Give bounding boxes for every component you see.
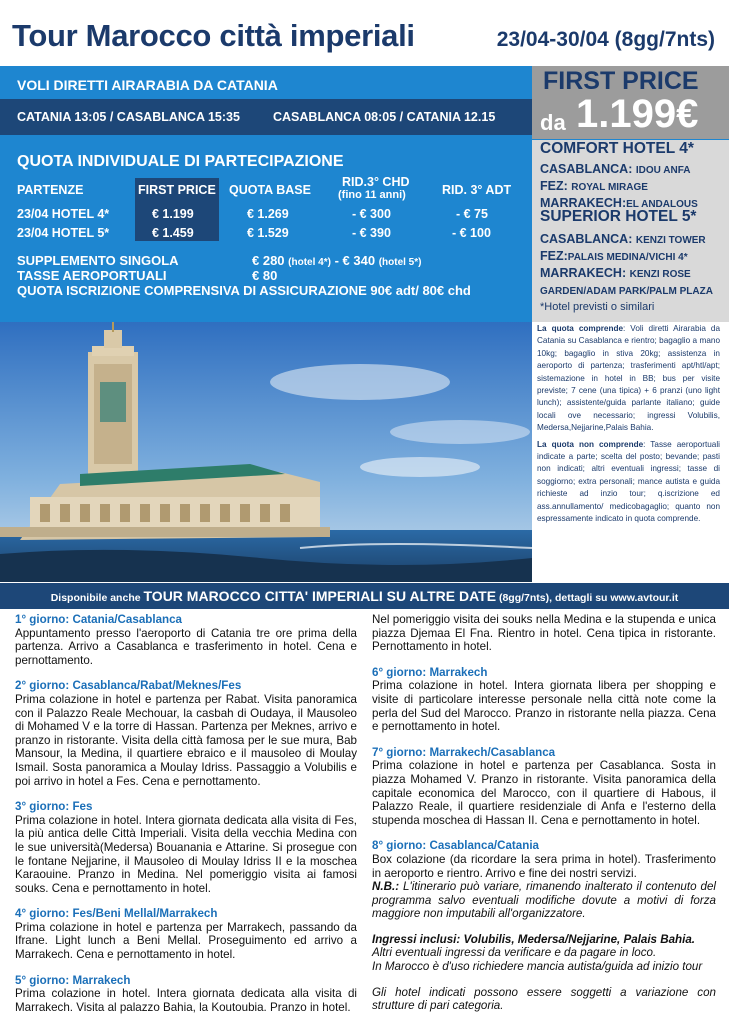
day-1: 1° giorno: Catania/Casablanca Appuntamento presso l'aeroporto di Catania tre ore prima della partenza. Arrivo a Casablanca e trasferimento in hotel. Cena e pernottamento.	[15, 613, 357, 667]
nb-note: N.B.: L'itinerario può variare, rimanendo inalterato il contenuto del programma salvo eventuali modifiche dovute a motivi di forza maggiore non imputabili all'organizzatore.	[372, 880, 716, 921]
first-price-da: da	[540, 110, 566, 135]
hassan-ii-mosque-photo	[0, 322, 532, 582]
row2-partenza: 23/04 HOTEL 5*	[17, 226, 110, 240]
col-header-rid-adt: RID. 3° ADT	[442, 183, 512, 197]
day-8: 8° giorno: Casablanca/Catania Box colazione (da ricordare la sera prima in hotel). Trasferimento in aeroporto e rientro. Arrivo e fine dei nostri servizi.	[372, 839, 716, 880]
extras-list	[17, 253, 471, 298]
col-header-quota-base: QUOTA BASE	[229, 183, 311, 197]
supplemento-singola: SUPPLEMENTO SINGOLA € 280 (hotel 4*) - € 340 (hotel 5*)	[17, 253, 422, 268]
altri-ingressi: Altri eventuali ingressi da verificare e da pagare in loco.	[372, 946, 657, 960]
tasse-aeroportuali: TASSE AEROPORTUALI € 80	[17, 268, 278, 283]
first-price-label: FIRST PRICE	[543, 67, 699, 95]
quota-non-comprende: La quota non comprende: Tasse aeroportuali indicate a parte; scelta del posto; bevande; pasti non indicati; altri eventuali ingressi; tasse di soggiorno; extra personali; mance autista e guida richieste ad inzio tour; q.iscrizione ed ass.annullamento/ medicobagaglio; quanto non espressamente indicato in quota comprende.	[537, 439, 720, 524]
row1-chd: - € 300	[352, 207, 391, 221]
col-header-partenze: PARTENZE	[17, 183, 84, 197]
row2-first: € 1.459	[152, 226, 194, 240]
hotels-note: *Hotel previsti o similari	[540, 301, 655, 313]
day-5: 5° giorno: Marrakech Prima colazione in hotel. Intera giornata dedicata alla visita di Marrakech. Visita al palazzo Bahia, la Koutoubia. Pranzo in hotel.	[15, 973, 357, 1014]
day-5-continued: Nel pomeriggio visita dei souks nella Medina e la stupenda e unica piazza Djemaa El Fna. Rientro in hotel. Cena tipica in ristorante. Pernottamento in hotel.	[372, 613, 716, 654]
superior-hotel-title: SUPERIOR HOTEL 5*	[540, 208, 697, 225]
day-7: 7° giorno: Marrakech/Casablanca Prima colazione in hotel e partenza per Casablanca. Sosta in piazza Mohamed V. Pranzo in ristorante. Visita panoramica della capitale economica del Marocco, con il quartiere di Habous, il Palazzo Reale, il quartiere residenziale di Anfa e l'esterno della stupenda moschea di Hassan II. Cena e pernottamento in hotel.	[372, 745, 716, 827]
day-2: 2° giorno: Casablanca/Rabat/Meknes/Fes Prima colazione in hotel e partenza per Rabat. Visita panoramica con il Palazzo Reale Mechouar, la casbah di Oudaya, il Mausoleo di Mohamed V e la torre di Hassan. Partenza per Meknes, arrivo e pranzo in ristorante. Visita della città famosa per le sue mura, Bab Mansour, la Medina, il quartiere ebraico e il mausoleo di Moulay Ismail. Sosta panoramica a Moulay Idriss. Passaggio a Volubilis e poi arrivo in hotel a Fes. Cena e pernottamento.	[15, 679, 357, 788]
ingressi-inclusi: Ingressi inclusi: Volubilis, Medersa/Nejjarine, Palais Bahia.	[372, 932, 696, 946]
day-3: 3° giorno: Fes Prima colazione in hotel. Intera giornata dedicata alla visita di Fes, la più antica delle Città Imperiali. Visita della vecchia Medina con le sue università(Medersa) Bouanania e Attarine. Si prosegue con le fontane Nejjarine, il Mausoleo di Moulay Idriss II e la moschea Karaouine. Pranzo in Medina. Nel pomeriggio visita ai famosi souks. Cena e pernottamento in hotel.	[15, 800, 357, 895]
mancia-note: In Marocco è d'uso richiedere mancia autista/guida ad inizio tour	[372, 960, 703, 974]
mosque-image	[0, 322, 532, 582]
quota-title: QUOTA INDIVIDUALE DI PARTECIPAZIONE	[17, 153, 344, 170]
other-dates-banner: Disponibile anche TOUR MAROCCO CITTA' IMPERIALI SU ALTRE DATE (8gg/7nts), dettagli su www.avtour.it	[0, 583, 729, 609]
return-flight: CASABLANCA 08:05 / CATANIA 12.15	[273, 110, 496, 124]
header	[0, 0, 729, 66]
comfort-fez: FEZ: ROYAL MIRAGE	[540, 179, 648, 193]
comfort-marrakech: MARRAKECH:EL ANDALOUS	[540, 196, 698, 210]
flight-times-bar	[0, 99, 532, 135]
comfort-hotel-title: COMFORT HOTEL 4*	[540, 140, 694, 157]
first-price-amount: 1.199€	[576, 92, 699, 136]
day-4: 4° giorno: Fes/Beni Mellal/Marrakech Prima colazione in hotel e partenza per Marrakech, passando da Ifrane. Light lunch a Beni Mellal. Proseguimento ed arrivo a Marrakech. Cena e pernottamento in hotel.	[15, 907, 357, 962]
superior-casablanca: CASABLANCA: KENZI TOWER	[540, 232, 706, 246]
page-title: Tour Marocco città imperiali	[12, 18, 415, 53]
hotels-box	[532, 140, 729, 322]
superior-fez: FEZ:PALAIS MEDINA/VICHI 4*	[540, 249, 688, 263]
comfort-casablanca: CASABLANCA: IDOU ANFA	[540, 162, 691, 176]
superior-marrakech: MARRAKECH: KENZI ROSE	[540, 266, 691, 280]
row1-base: € 1.269	[247, 207, 289, 221]
col-header-rid-chd: RID.3° CHD	[342, 175, 410, 189]
col-header-rid-chd-sub: (fino 11 anni)	[338, 189, 406, 201]
row2-adt: - € 100	[452, 226, 491, 240]
quota-notes	[537, 323, 720, 530]
superior-marrakech-alt: GARDEN/ADAM PARK/PALM PLAZA	[540, 286, 713, 297]
day-6: 6° giorno: Marrakech Prima colazione in hotel. Intera giornata libera per shopping e visite di particolare interesse personale nella città note come la perla del Sud del Marocco. Pranzo in ristorante nella piazza. Cena e pernottamento in hotel.	[372, 665, 716, 734]
itinerary-left	[15, 613, 357, 1026]
row2-chd: - € 390	[352, 226, 391, 240]
row2-base: € 1.529	[247, 226, 289, 240]
col-header-first-price: FIRST PRICE	[138, 183, 216, 197]
row1-first: € 1.199	[152, 207, 194, 221]
outbound-flight: CATANIA 13:05 / CASABLANCA 15:35	[17, 110, 240, 124]
flights-banner: VOLI DIRETTI AIRARABIA DA CATANIA	[0, 72, 532, 98]
itinerary-right	[372, 613, 716, 1013]
tour-dates: 23/04-30/04 (8gg/7nts)	[496, 28, 715, 51]
row1-adt: - € 75	[456, 207, 488, 221]
row1-partenza: 23/04 HOTEL 4*	[17, 207, 110, 221]
hotel-variation-note: Gli hotel indicati possono essere soggetti a variazione con strutture di pari categoria.	[372, 985, 716, 1013]
quota-comprende: La quota comprende: Voli diretti Airarabia da Catania su Casablanca e rientro; bagaglio a mano 10kg; bagaglio in stiva 20kg; assistenza in aeroporto di partenza; trasferimenti apt/htl/apt; sistemazione in hotel in BB; bus per visite previste; 7 cene (una tipica) + 6 pranzi (uno light lunch); assistente/guida parlante italiano; guide locali ove necessario; ingressi Volubilis, Medersa,Nejjarine,Palais Bahia.	[537, 324, 720, 433]
quota-iscrizione: QUOTA ISCRIZIONE COMPRENSIVA DI ASSICURAZIONE 90€ adt/ 80€ chd	[17, 283, 471, 298]
